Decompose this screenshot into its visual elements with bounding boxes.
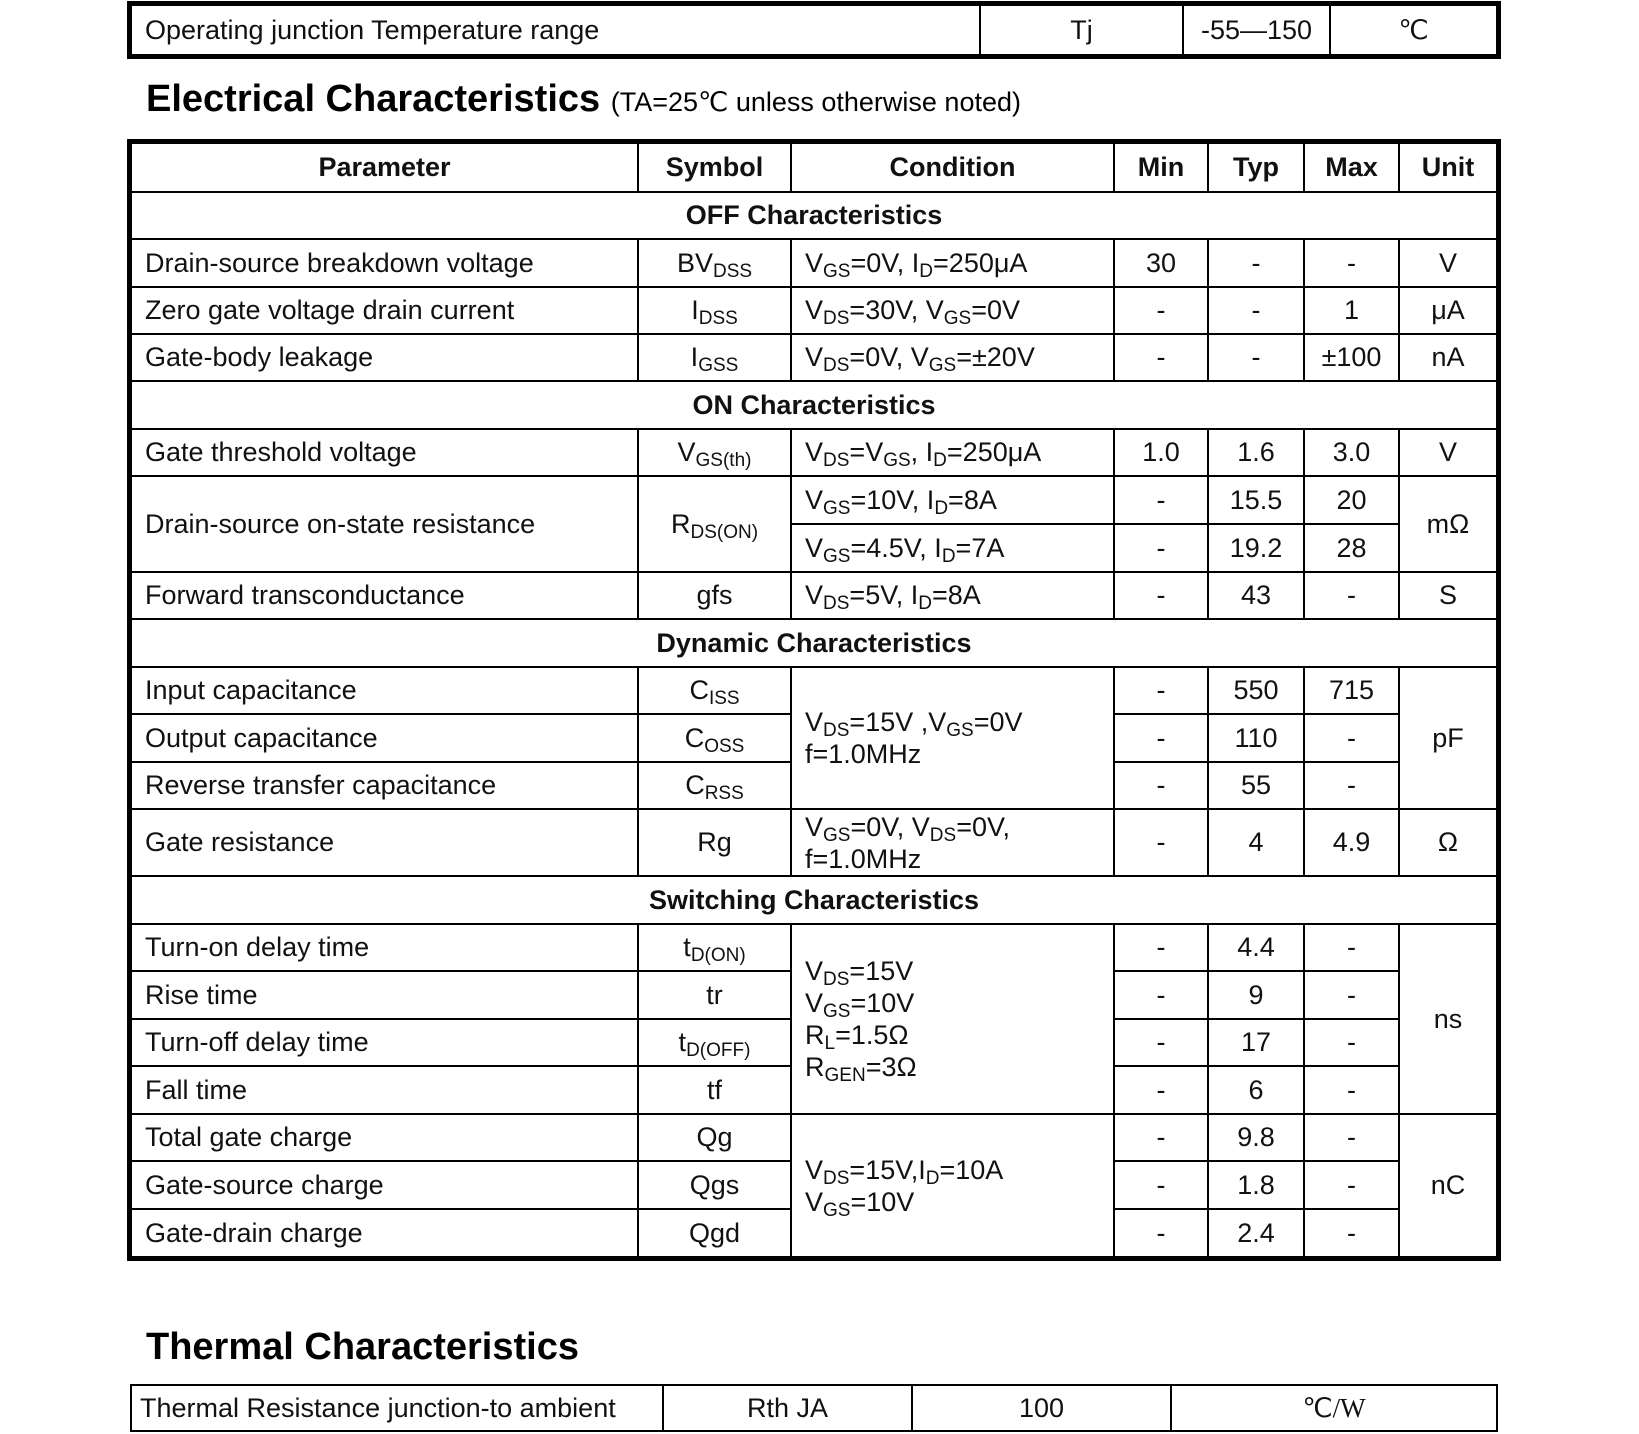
max-cell: 1 [1304,287,1399,334]
symbol-cell: gfs [638,572,791,619]
symbol-cell [638,429,791,476]
typ-cell: - [1208,287,1304,334]
typ-cell: 4 [1208,809,1304,876]
condition-cell: $V_{DS}=15V$ $,V_{GS}=0V$ f=1.0MHz [791,667,1114,809]
max-cell: ±100 [1304,334,1399,381]
condition-cell: $V_{GS}=10V$, $I_D=8A$ [791,476,1114,524]
electrical-table [130,142,1498,1258]
symbol-main: R [670,508,691,539]
symbol-cell [638,667,791,714]
typ-cell: 15.5 [1208,476,1304,524]
table-row [131,667,1497,714]
typ-cell: 17 [1208,1019,1304,1066]
electrical-title: Electrical Characteristics [146,78,601,120]
symbol-main: t [683,932,691,962]
parameter-cell: Forward transconductance [131,572,638,619]
max-cell: - [1304,971,1399,1019]
symbol-cell [638,924,791,971]
unit-cell: V [1399,239,1497,287]
symbol-cell: tr [638,971,791,1019]
parameter-cell: Drain-source breakdown voltage [131,239,638,287]
max-cell: - [1304,1161,1399,1209]
min-cell: - [1114,809,1208,876]
condition-cell: $V_{DS}=15V,I_D=10A$ $V_{GS}=10V$ [791,1114,1114,1257]
typ-cell: 550 [1208,667,1304,714]
min-cell: - [1114,524,1208,572]
electrical-note: (TA=25℃ unless otherwise noted) [610,87,1021,117]
typ-cell: - [1208,334,1304,381]
symbol-sub: DS(ON) [690,521,759,543]
section-off-label: OFF Characteristics [131,192,1497,239]
max-cell: - [1304,239,1399,287]
table-row [131,334,1497,381]
thermal-heading: Thermal Characteristics [146,1326,579,1368]
symbol-sub: ISS [708,688,740,709]
symbol-cell: Qgs [638,1161,791,1209]
min-cell: 30 [1114,239,1208,287]
symbol-cell: tf [638,1066,791,1114]
thermal-row [131,1385,1497,1431]
min-cell: - [1114,762,1208,809]
symbol-cell [638,476,791,572]
header-max: Max [1304,143,1399,192]
typ-cell: - [1208,239,1304,287]
header-row [131,143,1497,192]
header-condition: Condition [791,143,1114,192]
temperature-value: -55—150 [1183,5,1330,55]
max-cell: - [1304,1114,1399,1161]
parameter-cell: Fall time [131,1066,638,1114]
parameter-cell: Gate-drain charge [131,1209,638,1257]
max-cell: - [1304,924,1399,971]
condition-cell: $V_{DS}=0V$, $V_{GS}=\pm 20V$ [791,334,1114,381]
unit-cell: nA [1399,334,1497,381]
symbol-sub: DSS [698,308,738,329]
thermal-table [130,1384,1498,1432]
symbol-main: C [684,722,705,753]
symbol-main: V [677,437,696,467]
parameter-cell: Zero gate voltage drain current [131,287,638,334]
max-cell: 28 [1304,524,1399,572]
unit-cell: nC [1399,1114,1497,1257]
thermal-symbol: Rth JA [663,1385,912,1431]
temperature-table [130,4,1498,56]
min-cell: - [1114,572,1208,619]
symbol-cell: Qgd [638,1209,791,1257]
table-row [131,239,1497,287]
thermal-unit: ℃/W [1171,1385,1497,1431]
table-row [131,572,1497,619]
unit-cell: μA [1399,287,1497,334]
symbol-cell [638,287,791,334]
min-cell: - [1114,667,1208,714]
max-cell: - [1304,1066,1399,1114]
typ-cell: 9 [1208,971,1304,1019]
temperature-symbol: Tj [980,5,1183,55]
min-cell: - [1114,971,1208,1019]
max-cell: - [1304,572,1399,619]
table-row [131,809,1497,876]
unit-cell: ns [1399,924,1497,1114]
unit-cell: S [1399,572,1497,619]
thermal-parameter: Thermal Resistance junction-to ambient [131,1385,663,1431]
symbol-cell: Rg [638,809,791,876]
symbol-cell [638,334,791,381]
typ-cell: 110 [1208,714,1304,762]
max-cell: - [1304,714,1399,762]
parameter-cell: Turn-off delay time [131,1019,638,1066]
typ-cell: 9.8 [1208,1114,1304,1161]
min-cell: - [1114,714,1208,762]
table-row [131,476,1497,524]
symbol-cell [638,239,791,287]
symbol-sub: DSS [712,260,753,282]
condition-line: f=1.0MHz [805,843,922,874]
temperature-unit: ℃ [1330,5,1497,55]
typ-cell: 6 [1208,1066,1304,1114]
min-cell: - [1114,1019,1208,1066]
header-symbol: Symbol [638,143,791,192]
parameter-cell: Gate-body leakage [131,334,638,381]
temperature-row [131,5,1497,55]
unit-cell: Ω [1399,809,1497,876]
section-dynamic-label: Dynamic Characteristics [131,619,1497,667]
parameter-cell: Rise time [131,971,638,1019]
min-cell: - [1114,924,1208,971]
typ-cell: 19.2 [1208,524,1304,572]
max-cell: 3.0 [1304,429,1399,476]
header-parameter: Parameter [131,143,638,192]
unit-cell: mΩ [1399,476,1497,572]
condition-cell: $V_{GS}=4.5V$, $I_D=7A$ [791,524,1114,572]
condition-cell: $V_{DS}=30V$, $V_{GS}=0V$ [791,287,1114,334]
typ-cell: 55 [1208,762,1304,809]
electrical-heading [146,78,1021,121]
min-cell: - [1114,287,1208,334]
header-typ: Typ [1208,143,1304,192]
table-row [131,1114,1497,1161]
parameter-cell: Total gate charge [131,1114,638,1161]
typ-cell: 2.4 [1208,1209,1304,1257]
unit-cell: pF [1399,667,1497,809]
typ-cell: 43 [1208,572,1304,619]
max-cell: 20 [1304,476,1399,524]
condition-cell: $V_{GS}=0V$, $V_{DS}=0V$, f=1.0MHz [791,809,1114,876]
parameter-cell: Input capacitance [131,667,638,714]
table-row [131,429,1497,476]
thermal-value: 100 [912,1385,1171,1431]
symbol-main: I [690,342,699,372]
min-cell: - [1114,334,1208,381]
min-cell: - [1114,1209,1208,1257]
symbol-main: BV [676,247,713,278]
symbol-main: I [691,295,699,325]
symbol-sub: GSS [698,355,739,376]
symbol-sub: OSS [704,735,745,757]
section-on-label: ON Characteristics [131,381,1497,429]
temperature-parameter: Operating junction Temperature range [131,5,980,55]
symbol-sub: D(OFF) [686,1040,751,1061]
condition-cell: $V_{DS}=15V$ $V_{GS}=10V$ $R_L=1.5\Omega$ $R_{GEN}=3\Omega$ [791,924,1114,1114]
parameter-cell: Reverse transfer capacitance [131,762,638,809]
header-min: Min [1114,143,1208,192]
symbol-main: C [689,675,709,705]
min-cell: - [1114,1114,1208,1161]
symbol-main: t [678,1027,687,1057]
condition-cell: $V_{GS}=0V$, $I_D=250\mu A$ [791,239,1114,287]
symbol-sub: RSS [704,783,744,804]
typ-cell: 1.6 [1208,429,1304,476]
section-row-switching [131,876,1497,924]
symbol-main: C [685,770,705,800]
condition-cell: $V_{DS}=5V$, $I_D=8A$ [791,572,1114,619]
parameter-cell: Drain-source on-state resistance [131,476,638,572]
symbol-cell: Qg [638,1114,791,1161]
section-row-on [131,381,1497,429]
min-cell: - [1114,1161,1208,1209]
table-row [131,287,1497,334]
parameter-cell: Gate threshold voltage [131,429,638,476]
parameter-cell: Gate resistance [131,809,638,876]
min-cell: - [1114,1066,1208,1114]
header-unit: Unit [1399,143,1497,192]
section-row-off [131,192,1497,239]
symbol-cell [638,762,791,809]
max-cell: 715 [1304,667,1399,714]
condition-line: f=1.0MHz [805,739,922,769]
parameter-cell: Gate-source charge [131,1161,638,1209]
symbol-sub: D(ON) [690,945,746,966]
section-row-dynamic [131,619,1497,667]
typ-cell: 4.4 [1208,924,1304,971]
section-switching-label: Switching Characteristics [131,876,1497,924]
max-cell: - [1304,1209,1399,1257]
max-cell: - [1304,762,1399,809]
typ-cell: 1.8 [1208,1161,1304,1209]
min-cell: 1.0 [1114,429,1208,476]
table-row [131,924,1497,971]
unit-cell: V [1399,429,1497,476]
parameter-cell: Output capacitance [131,714,638,762]
parameter-cell: Turn-on delay time [131,924,638,971]
symbol-cell [638,714,791,762]
max-cell: - [1304,1019,1399,1066]
symbol-sub: GS(th) [695,450,752,471]
max-cell: 4.9 [1304,809,1399,876]
symbol-cell [638,1019,791,1066]
min-cell: - [1114,476,1208,524]
condition-cell: $V_{DS}=V_{GS}$, $I_D=250\mu A$ [791,429,1114,476]
